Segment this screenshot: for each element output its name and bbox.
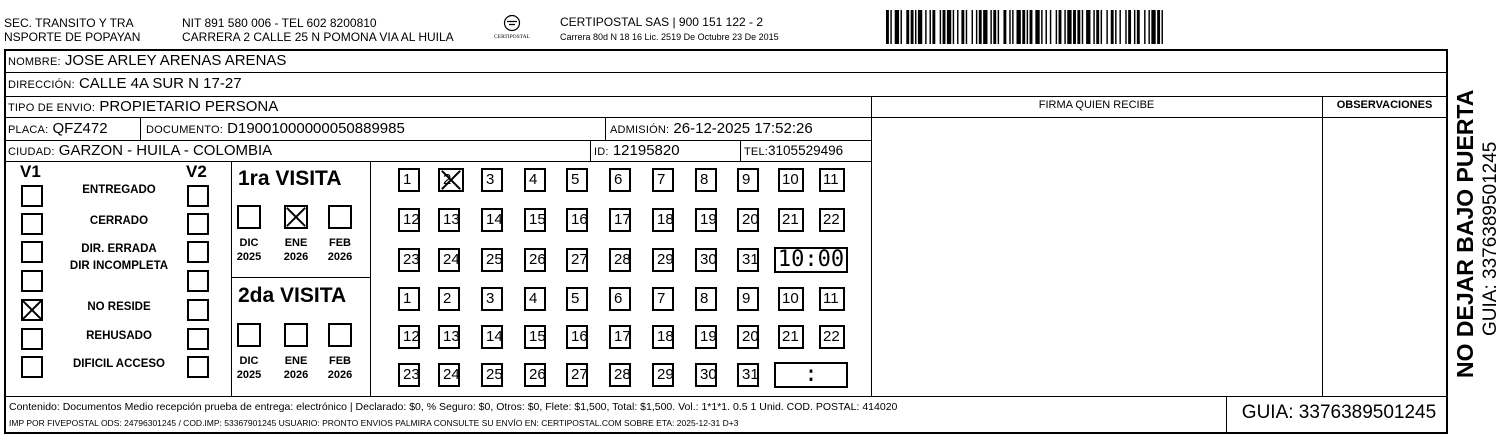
v1-checkbox[interactable] bbox=[21, 270, 43, 292]
day-box[interactable]: 9 bbox=[737, 168, 759, 192]
barcode-bar bbox=[1035, 10, 1039, 44]
day-box[interactable]: 6 bbox=[609, 168, 631, 192]
day-box[interactable]: 11 bbox=[819, 168, 845, 192]
barcode-bar bbox=[1009, 10, 1010, 44]
carrier-info bbox=[560, 15, 779, 43]
day-box[interactable]: 7 bbox=[652, 287, 674, 311]
direccion-value: CALLE 4A SUR N 17-27 bbox=[78, 75, 242, 92]
day-box[interactable]: 6 bbox=[609, 287, 631, 311]
barcode-bar bbox=[1073, 10, 1076, 44]
row-divider bbox=[5, 140, 871, 141]
day-box[interactable]: 15 bbox=[524, 325, 546, 349]
row-divider bbox=[5, 161, 871, 162]
footer-divider bbox=[5, 396, 1447, 397]
day-box[interactable]: 3 bbox=[481, 168, 503, 192]
nombre-label: NOMBRE: bbox=[8, 56, 61, 68]
day-box[interactable]: 12 bbox=[398, 325, 420, 349]
placa-value: QFZ472 bbox=[52, 120, 108, 137]
day-box[interactable]: 22 bbox=[819, 208, 845, 232]
certipostal-logo bbox=[488, 14, 536, 44]
id-row bbox=[594, 142, 680, 161]
col-divider bbox=[590, 140, 591, 161]
day-box[interactable]: 31 bbox=[737, 363, 759, 387]
day-box[interactable]: 1 bbox=[398, 287, 420, 311]
barcode-bar bbox=[940, 10, 941, 44]
barcode-bar bbox=[961, 10, 964, 44]
day-box[interactable]: 26 bbox=[524, 363, 546, 387]
carrier-line-1: CERTIPOSTAL SAS | 900 151 122 - 2 bbox=[560, 15, 763, 29]
carrier-line-2: Carrera 80d N 18 16 Lic. 2519 De Octubre 23 De 2015 bbox=[560, 32, 779, 42]
day-box[interactable]: 21 bbox=[778, 208, 804, 232]
day-box[interactable]: 8 bbox=[695, 168, 717, 192]
day-box[interactable]: 24 bbox=[438, 248, 460, 272]
day-box[interactable]: 14 bbox=[481, 325, 503, 349]
v1-checkbox[interactable] bbox=[21, 241, 43, 263]
barcode-bar bbox=[932, 10, 935, 44]
barcode-bar bbox=[947, 10, 951, 44]
day-box[interactable]: 19 bbox=[695, 325, 717, 349]
day-box[interactable]: 30 bbox=[695, 248, 717, 272]
barcode-bar bbox=[930, 10, 931, 44]
day-box[interactable]: 1 bbox=[398, 168, 420, 192]
day-box[interactable]: 30 bbox=[695, 363, 717, 387]
barcode-bar bbox=[957, 10, 958, 44]
col-divider bbox=[1226, 396, 1227, 432]
status-label: DIR INCOMPLETA bbox=[69, 260, 169, 272]
status-label: REHUSADO bbox=[86, 330, 152, 342]
admision-value: 26-12-2025 17:52:26 bbox=[673, 120, 813, 137]
barcode-bar bbox=[1041, 10, 1042, 44]
day-box[interactable]: 27 bbox=[566, 248, 588, 272]
month-checkbox[interactable] bbox=[237, 323, 261, 347]
barcode-bar bbox=[1128, 10, 1131, 44]
side-warning: NO DEJAR BAJO PUERTA bbox=[1452, 89, 1478, 378]
month-checkbox[interactable] bbox=[284, 323, 308, 347]
barcode-bar bbox=[990, 10, 991, 44]
tel-label: TEL: bbox=[744, 146, 769, 158]
barcode-bar bbox=[1144, 10, 1145, 44]
day-box[interactable]: 5 bbox=[566, 287, 588, 311]
footer-imp: IMP POR FIVEPOSTAL ODS: 24796301245 / COD.IMP: 53367901245 USUARIO: PRONTO ENVIOS PALMIRA CONSULTE SU ENVÍO EN: CERTIPOSTAL.COM SOBRE ETA: 2025-12-31 D+3 bbox=[9, 418, 739, 428]
status-label: CERRADO bbox=[89, 215, 149, 227]
placa-row bbox=[8, 120, 108, 139]
day-box[interactable]: 16 bbox=[566, 208, 588, 232]
col-divider bbox=[1322, 96, 1323, 396]
day-box[interactable]: 31 bbox=[737, 248, 759, 272]
barcode-bar bbox=[1056, 10, 1057, 44]
day-box[interactable]: 20 bbox=[737, 325, 759, 349]
barcode-bar bbox=[1077, 10, 1080, 44]
barcode-bar bbox=[998, 10, 999, 44]
barcode-bar bbox=[953, 10, 954, 44]
month-checkbox[interactable] bbox=[284, 205, 308, 229]
v1-checkbox[interactable] bbox=[21, 213, 43, 235]
v1-checkbox[interactable] bbox=[21, 356, 43, 378]
visit-divider bbox=[231, 277, 370, 278]
visit1-title: 1ra VISITA bbox=[238, 167, 342, 190]
month-label bbox=[324, 236, 356, 264]
col-divider bbox=[740, 140, 741, 161]
barcode-bar bbox=[1148, 10, 1149, 44]
v2-label: V2 bbox=[186, 162, 207, 181]
month-year: 2025 bbox=[236, 251, 262, 263]
barcode-bar bbox=[890, 10, 891, 44]
barcode-bar bbox=[1059, 10, 1062, 44]
month-year: 2026 bbox=[283, 369, 309, 381]
day-box[interactable]: 18 bbox=[652, 325, 674, 349]
direccion-label: DIRECCIÓN: bbox=[8, 79, 75, 91]
day-box[interactable]: 29 bbox=[652, 363, 674, 387]
v1-checkbox[interactable] bbox=[21, 299, 43, 321]
barcode-bar bbox=[1086, 10, 1090, 44]
day-box[interactable]: 24 bbox=[438, 363, 460, 387]
month-label bbox=[280, 236, 312, 264]
admision-row bbox=[610, 120, 813, 139]
logo-icon bbox=[488, 14, 536, 44]
tipo-value: PROPIETARIO PERSONA bbox=[99, 98, 279, 115]
day-box[interactable]: 23 bbox=[398, 363, 420, 387]
v1-checkbox[interactable] bbox=[21, 185, 43, 207]
day-box[interactable]: 18 bbox=[652, 208, 674, 232]
row-divider bbox=[5, 117, 1447, 118]
barcode-bar bbox=[1162, 10, 1163, 44]
day-box[interactable]: 13 bbox=[438, 208, 460, 232]
tel-row bbox=[744, 142, 843, 161]
month-name: DIC bbox=[239, 355, 259, 367]
observaciones-header: OBSERVACIONES bbox=[1336, 99, 1433, 111]
tipo-label: TIPO DE ENVIO: bbox=[8, 102, 96, 114]
month-checkbox[interactable] bbox=[328, 205, 352, 229]
sender-name bbox=[4, 16, 140, 44]
nit-line-2: CARRERA 2 CALLE 25 N POMONA VIA AL HUILA bbox=[182, 30, 454, 44]
day-box[interactable]: 2 bbox=[438, 168, 464, 192]
col-divider bbox=[871, 96, 872, 396]
col-divider bbox=[231, 161, 232, 396]
barcode-bar bbox=[976, 10, 977, 44]
day-box[interactable]: 10 bbox=[778, 168, 804, 192]
barcode-bar bbox=[1134, 10, 1135, 44]
id-label: ID: bbox=[594, 146, 609, 158]
time-field[interactable]: : bbox=[774, 362, 848, 388]
day-box[interactable]: 25 bbox=[481, 363, 503, 387]
barcode-bar bbox=[1151, 10, 1155, 44]
barcode-bar bbox=[1093, 10, 1094, 44]
footer-guia: GUIA: 3376389501245 bbox=[1241, 402, 1437, 423]
barcode-bar bbox=[1115, 10, 1116, 44]
ciudad-label: CIUDAD: bbox=[8, 146, 55, 158]
status-label: DIFICIL ACCESO bbox=[72, 358, 165, 370]
month-name: DIC bbox=[239, 237, 259, 249]
direccion-row bbox=[8, 75, 242, 94]
month-year: 2025 bbox=[236, 369, 262, 381]
day-box[interactable]: 4 bbox=[524, 168, 546, 192]
v2-checkbox[interactable] bbox=[187, 270, 209, 292]
barcode-bar bbox=[915, 10, 916, 44]
barcode-bar bbox=[1064, 10, 1065, 44]
v1-label: V1 bbox=[20, 162, 41, 181]
month-label bbox=[280, 354, 312, 382]
day-box[interactable]: 16 bbox=[566, 325, 588, 349]
barcode-bar bbox=[1012, 10, 1013, 44]
month-name: FEB bbox=[329, 237, 351, 249]
day-box[interactable]: 22 bbox=[819, 325, 845, 349]
sender-nit bbox=[182, 16, 454, 44]
day-box[interactable]: 26 bbox=[524, 248, 546, 272]
day-box[interactable]: 23 bbox=[398, 248, 420, 272]
barcode-bar bbox=[966, 10, 967, 44]
day-box[interactable]: 2 bbox=[438, 287, 460, 311]
id-value: 12195820 bbox=[612, 142, 680, 159]
firma-header: FIRMA QUIEN RECIBE bbox=[1038, 99, 1155, 111]
day-box[interactable]: 10 bbox=[778, 287, 804, 311]
barcode-bar bbox=[1119, 10, 1120, 44]
barcode-bar bbox=[1067, 10, 1071, 44]
status-label: NO RESIDE bbox=[87, 301, 151, 313]
month-year: 2026 bbox=[327, 369, 353, 381]
barcode-bar bbox=[1030, 10, 1033, 44]
sender-line-1: SEC. TRANSITO Y TRA bbox=[4, 16, 134, 30]
col-divider bbox=[370, 161, 371, 396]
status-label: DIR. ERRADA bbox=[81, 243, 157, 255]
day-box[interactable]: 13 bbox=[438, 325, 460, 349]
day-box[interactable]: 28 bbox=[609, 363, 631, 387]
day-box[interactable]: 12 bbox=[398, 208, 420, 232]
documento-value: D19001000000050889985 bbox=[227, 120, 405, 137]
barcode-bar bbox=[993, 10, 996, 44]
day-box[interactable]: 15 bbox=[524, 208, 546, 232]
status-label: ENTREGADO bbox=[82, 184, 156, 196]
placa-label: PLACA: bbox=[8, 124, 49, 136]
nit-line-1: NIT 891 580 006 - TEL 602 8200810 bbox=[182, 16, 377, 30]
barcode-bar bbox=[1101, 10, 1102, 44]
ciudad-row bbox=[8, 142, 272, 161]
month-year: 2026 bbox=[327, 251, 353, 263]
nombre-value: JOSE ARLEY ARENAS ARENAS bbox=[64, 52, 287, 69]
barcode-bar bbox=[1017, 10, 1021, 44]
month-name: FEB bbox=[329, 355, 351, 367]
visit2-title: 2da VISITA bbox=[238, 284, 347, 307]
day-box[interactable]: 27 bbox=[566, 363, 588, 387]
barcode-bar bbox=[983, 10, 987, 44]
month-checkbox[interactable] bbox=[328, 323, 352, 347]
barcode-bar bbox=[1022, 10, 1025, 44]
day-box[interactable]: 5 bbox=[566, 168, 588, 192]
v1-checkbox[interactable] bbox=[21, 328, 43, 350]
barcode-bar bbox=[1106, 10, 1107, 44]
day-box[interactable]: 14 bbox=[481, 208, 503, 232]
side-guia: GUIA: 3376389501245 bbox=[1480, 141, 1501, 336]
row-divider bbox=[5, 96, 1447, 97]
day-box[interactable]: 19 bbox=[695, 208, 717, 232]
barcode-bar bbox=[925, 10, 926, 44]
barcode-bar bbox=[901, 10, 902, 44]
barcode-bar bbox=[911, 10, 914, 44]
month-name: ENE bbox=[284, 237, 308, 249]
day-box[interactable]: 28 bbox=[609, 248, 631, 272]
barcode-bar bbox=[1027, 10, 1028, 44]
day-box[interactable]: 20 bbox=[737, 208, 759, 232]
barcode-bar bbox=[1125, 10, 1126, 44]
barcode-bar bbox=[979, 10, 982, 44]
tel-value: 3105529496 bbox=[768, 143, 844, 158]
day-box[interactable]: 3 bbox=[481, 287, 503, 311]
month-checkbox[interactable] bbox=[237, 205, 261, 229]
barcode-bar bbox=[943, 10, 946, 44]
admision-label: ADMISIÓN: bbox=[610, 124, 670, 136]
sender-line-2: NSPORTE DE POPAYAN bbox=[4, 30, 141, 44]
barcode-bar bbox=[895, 10, 899, 44]
barcode-bar bbox=[1050, 10, 1051, 44]
ciudad-value: GARZON - HUILA - COLOMBIA bbox=[58, 142, 273, 159]
barcode-bar bbox=[906, 10, 909, 44]
barcode-bar bbox=[1082, 10, 1083, 44]
tipo-row bbox=[8, 98, 278, 117]
logo-text: CERTIPOSTAL bbox=[494, 34, 530, 40]
month-label bbox=[233, 354, 265, 382]
day-box[interactable]: 25 bbox=[481, 248, 503, 272]
col-divider bbox=[140, 117, 141, 140]
barcode-bar bbox=[1111, 10, 1114, 44]
nombre-row bbox=[8, 52, 286, 71]
documento-label: DOCUMENTO: bbox=[146, 124, 223, 136]
month-label bbox=[324, 354, 356, 382]
time-field[interactable]: 10:00 bbox=[774, 247, 848, 273]
day-box[interactable]: 29 bbox=[652, 248, 674, 272]
barcode-bar bbox=[1096, 10, 1099, 44]
documento-row bbox=[146, 120, 405, 139]
month-name: ENE bbox=[284, 355, 308, 367]
day-box[interactable]: 9 bbox=[737, 287, 759, 311]
day-box[interactable]: 17 bbox=[609, 325, 631, 349]
month-year: 2026 bbox=[283, 251, 309, 263]
barcode-bar bbox=[886, 10, 889, 44]
barcode bbox=[886, 10, 1338, 44]
day-box[interactable]: 8 bbox=[695, 287, 717, 311]
day-box[interactable]: 21 bbox=[778, 325, 804, 349]
day-box[interactable]: 7 bbox=[652, 168, 674, 192]
day-box[interactable]: 17 bbox=[609, 208, 631, 232]
col-divider bbox=[605, 117, 606, 140]
barcode-bar bbox=[1003, 10, 1006, 44]
row-divider bbox=[5, 72, 1447, 73]
month-label bbox=[233, 236, 265, 264]
footer-contenido: Contenido: Documentos Medio recepción prueba de entrega: electrónico | Declarado: $0, % Seguro: $0, Otros: $0, Flete: $1,500, Total: $1,500. Vol.: 1*1*1. 0.5 1 Unid. COD. POSTAL: 414020 bbox=[9, 401, 898, 413]
barcode-bar bbox=[1137, 10, 1140, 44]
day-box[interactable]: 11 bbox=[819, 287, 845, 311]
day-box[interactable]: 4 bbox=[524, 287, 546, 311]
barcode-bar bbox=[918, 10, 922, 44]
barcode-bar bbox=[1157, 10, 1160, 44]
barcode-bar bbox=[972, 10, 973, 44]
barcode-bar bbox=[1046, 10, 1047, 44]
